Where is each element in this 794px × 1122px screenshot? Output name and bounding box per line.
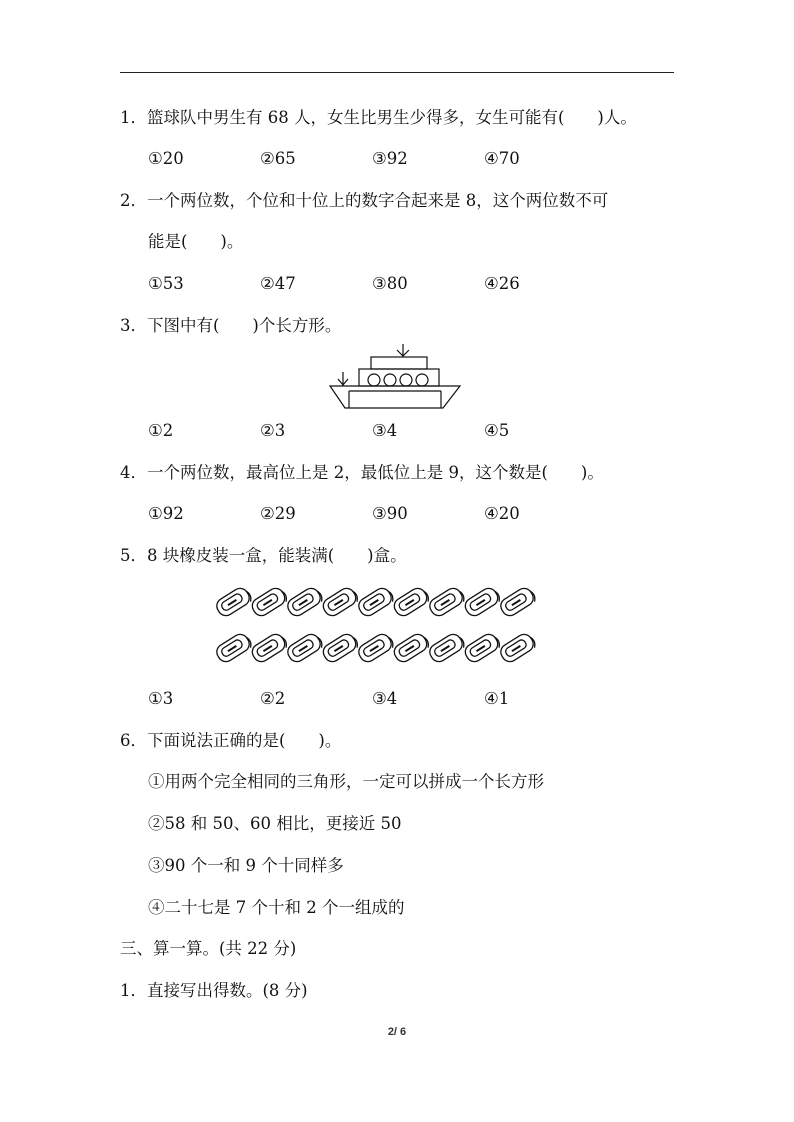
question-6 [120, 731, 341, 751]
statement-4[interactable]: ④二十七是 7 个十和 2 个一组成的 [148, 898, 405, 917]
eraser-icon [462, 631, 501, 665]
option-4[interactable]: ④1 [484, 689, 510, 708]
option-4[interactable]: ④26 [484, 274, 520, 293]
question-number: 1． [120, 108, 147, 127]
eraser-icon [498, 585, 537, 619]
option-1[interactable]: ①53 [148, 274, 184, 293]
question-4 [120, 463, 604, 483]
question-3 [120, 316, 341, 336]
question-number: 1． [120, 981, 147, 1000]
question-text: 一个两位数，最高位上是 2，最低位上是 9，这个数是( )。 [147, 463, 604, 482]
statement-1[interactable]: ①用两个完全相同的三角形，一定可以拼成一个长方形 [148, 772, 544, 791]
question-text: 一个两位数，个位和十位上的数字合起来是 8，这个两位数不可 [147, 191, 609, 210]
option-1[interactable]: ①3 [148, 689, 174, 708]
question-text-continued: 能是( )。 [148, 232, 244, 251]
option-2[interactable]: ②65 [260, 149, 296, 168]
question-number: 3． [120, 316, 147, 335]
question-number: 6． [120, 731, 147, 750]
option-3[interactable]: ③90 [372, 504, 408, 523]
question-text: 下面说法正确的是( )。 [147, 731, 342, 750]
question-text: 直接写出得数。(8 分) [147, 981, 308, 1000]
option-2[interactable]: ②3 [260, 421, 286, 440]
option-4[interactable]: ④70 [484, 149, 520, 168]
eraser-icon [214, 631, 253, 665]
option-3[interactable]: ③4 [372, 421, 398, 440]
page-number: 2/ 6 [387, 1026, 407, 1038]
question-number: 4． [120, 463, 147, 482]
eraser-icon [249, 631, 288, 665]
option-3[interactable]: ③92 [372, 149, 408, 168]
option-1[interactable]: ①2 [148, 421, 174, 440]
question-number: 2． [120, 191, 147, 210]
eraser-icon [285, 631, 324, 665]
eraser-icon [498, 631, 537, 665]
eraser-icon [320, 585, 359, 619]
eraser-icon [462, 585, 501, 619]
eraser-icon [285, 585, 324, 619]
question-1 [120, 108, 637, 128]
eraser-icon [427, 585, 466, 619]
option-2[interactable]: ②29 [260, 504, 296, 523]
eraser-icon [356, 631, 395, 665]
option-1[interactable]: ①20 [148, 149, 184, 168]
section-heading: 三、算一算。(共 22 分) [120, 939, 297, 958]
option-2[interactable]: ②2 [260, 689, 286, 708]
statement-3[interactable]: ③90 个一和 9 个十同样多 [148, 856, 344, 875]
question-number: 5． [120, 546, 147, 565]
eraser-icon [391, 585, 430, 619]
question-text: 篮球队中男生有 68 人，女生比男生少得多，女生可能有( )人。 [147, 108, 637, 127]
eraser-icon [356, 585, 395, 619]
option-3[interactable]: ③4 [372, 689, 398, 708]
question-text: 8 块橡皮装一盒，能装满( )盒。 [147, 546, 407, 565]
eraser-icon [320, 631, 359, 665]
option-4[interactable]: ④5 [484, 421, 510, 440]
header-rule [120, 72, 674, 73]
eraser-icon [214, 585, 253, 619]
option-1[interactable]: ①92 [148, 504, 184, 523]
eraser-icon [427, 631, 466, 665]
ship-figure [325, 342, 465, 412]
sub-question-1 [120, 981, 308, 1001]
erasers-figure [215, 582, 555, 672]
option-4[interactable]: ④20 [484, 504, 520, 523]
option-3[interactable]: ③80 [372, 274, 408, 293]
option-2[interactable]: ②47 [260, 274, 296, 293]
question-5 [120, 546, 407, 566]
question-text: 下图中有( )个长方形。 [147, 316, 342, 335]
statement-2[interactable]: ②58 和 50、60 相比，更接近 50 [148, 814, 402, 833]
eraser-icon [391, 631, 430, 665]
eraser-icon [249, 585, 288, 619]
question-2 [120, 191, 608, 211]
